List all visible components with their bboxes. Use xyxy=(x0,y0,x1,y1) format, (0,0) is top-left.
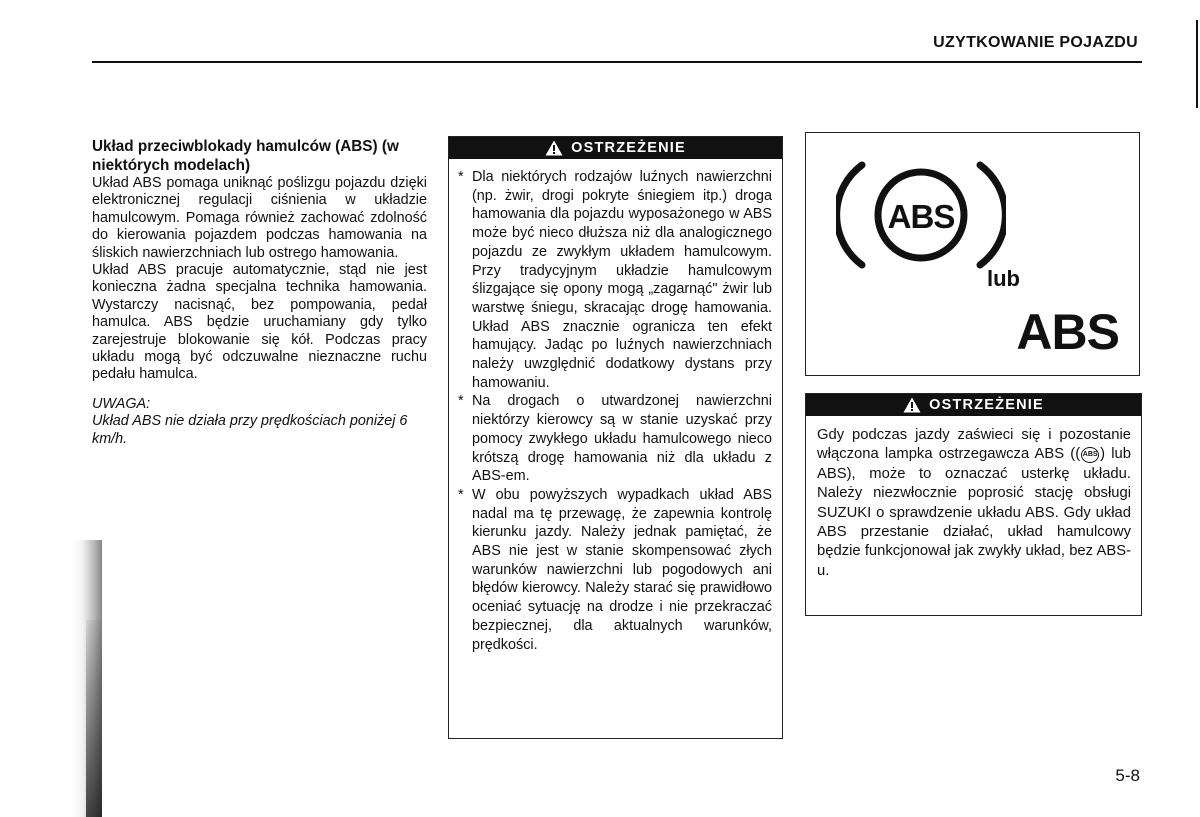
page-number: 5-8 xyxy=(1115,766,1140,785)
abs-text-lamp: ABS xyxy=(1016,304,1119,360)
abs-paragraph-1: Układ ABS pomaga uniknąć poślizgu pojazdu dzięki elektronicznej regulacji ciśnienia w układzie hamulcowym. Pomaga również zachować zdolność do kierowania pojazdem podczas hamowania na śliskich nawierzchniach lub ostrego hamowania. xyxy=(92,175,427,261)
warning-box-abs-lamp xyxy=(805,393,1142,616)
warning-header xyxy=(449,137,782,159)
warning-title: OSTRZEŻENIE xyxy=(929,397,1044,413)
warning-triangle-icon xyxy=(545,140,563,156)
header-rule xyxy=(92,61,1142,63)
warning-item: * W obu powyższych wypadkach układ ABS nadal ma tę przewagę, że zapewnia kontrolę kierunku jazdy. Należy jednak pamiętać, że ABS nie jest w stanie skompensować złych warunków nawierzchni lub pogodowych ani błędów kierowcy. Należy starać się prawidłowo oceniać sytuację na drodze i nie przekraczać bezpiecznej, dla aktualnych warunków, prędkości. xyxy=(458,486,772,654)
note-text: Układ ABS nie działa przy prędkościach poniżej 6 km/h. xyxy=(92,413,408,447)
note-label: UWAGA: xyxy=(92,395,151,412)
warning-text-start: Gdy podczas jazdy zaświeci się i pozostanie włączona lampka ostrzegawcza ABS (( xyxy=(817,427,1131,463)
abs-paragraph-2: Układ ABS pracuje automatycznie, stąd nie jest konieczna żadna specjalna technika hamowania. Wystarczy nacisnąć, bez pompowania, pedał hamulca. ABS będzie uruchamiany gdy tylko zarejestruje blokowanie się kół. Podczas pracy układu mogą być odczuwalne nieznaczne ruchu pedału hamulca. xyxy=(92,262,427,383)
abs-indicator-illustration xyxy=(805,132,1140,376)
warning-header xyxy=(806,394,1141,416)
warning-text-end: ) lub ABS), może to oznaczać usterkę układu. Należy niezwłocznie poprosić stację obsługi SUZUKI o sprawdzenie układu ABS. Gdy układ ABS przestanie działać, układ hamulcowy będzie funkcjonował jak zwykły układ, bez ABS-u. xyxy=(817,446,1131,579)
warning-list xyxy=(449,159,782,654)
abs-description-column xyxy=(92,138,427,448)
section-heading: Układ przeciwblokady hamulców (ABS) (w niektórych modelach) xyxy=(92,138,399,174)
warning-title: OSTRZEŻENIE xyxy=(571,140,686,156)
warning-box-braking-distance xyxy=(448,136,783,739)
abs-warning-lamp-icon xyxy=(836,145,1006,285)
warning-triangle-icon xyxy=(903,397,921,413)
warning-text xyxy=(806,416,1141,581)
note xyxy=(92,396,427,448)
warning-item: * Na drogach o utwardzonej nawierzchni niektórzy kierowcy są w stanie uzyskać przy pomocy zwykłego układu hamulcowego nieco krótszą drogę hamowania niż dla układu z ABS-em. xyxy=(458,392,772,486)
page-edge-mark xyxy=(1196,20,1198,108)
abs-inline-icon: ABS xyxy=(1081,447,1099,463)
abs-lamp-text: ABS xyxy=(887,198,955,235)
warning-item: * Dla niektórych rodzajów luźnych nawierzchni (np. żwir, drogi pokryte śniegiem itp.) droga hamowania dla pojazdu wyposażonego w ABS może być nieco dłuższa niż dla analogicznego pojazdu ze zwykłym układem hamulcowym. Przy tradycyjnym układzie hamulcowym ślizgające się opony mogą „zagarnąć" żwir lub warstwę śniegu, skracając drogę hamowania. Układ ABS znacznie ogranicza ten efekt hamujący. Jadąc po luźnych nawierzchniach należy uwzględnić dodatkowy dystans przy hamowaniu. xyxy=(458,168,772,392)
or-label: lub xyxy=(987,266,1020,291)
scan-edge-dark xyxy=(86,620,102,817)
page-header-title: UZYTKOWANIE POJAZDU xyxy=(933,34,1138,51)
